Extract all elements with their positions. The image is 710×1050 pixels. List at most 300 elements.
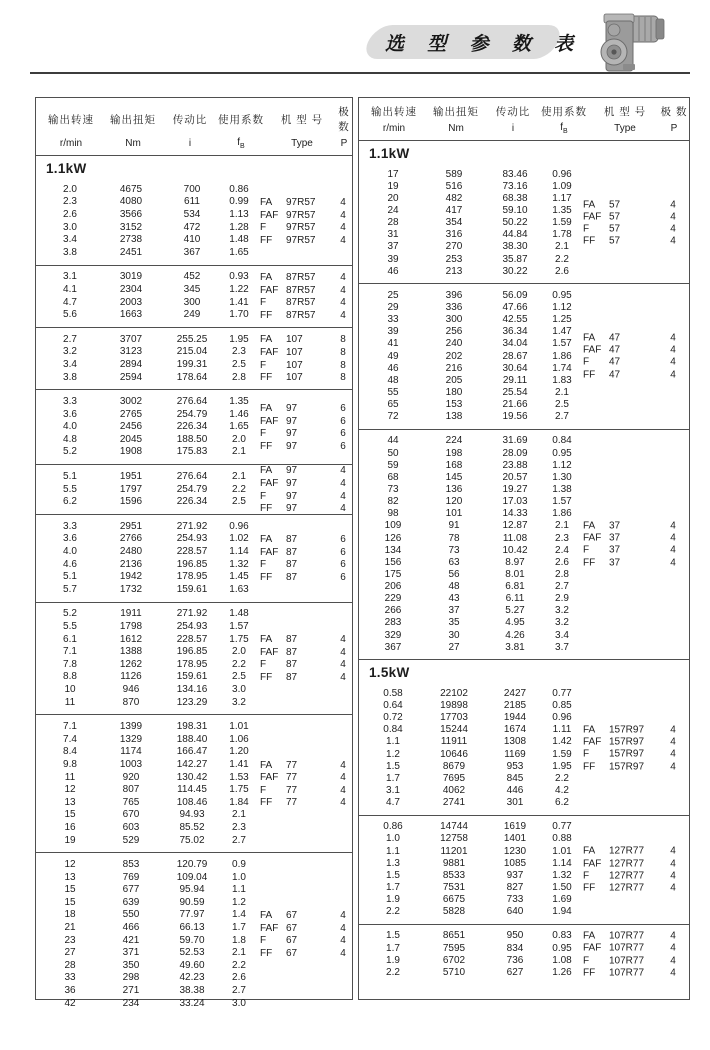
cell-factor: 6.2 [555, 797, 569, 809]
header-units-row [36, 137, 352, 150]
cell-ratio: 8.97 [505, 556, 525, 568]
type-column [260, 402, 348, 452]
cell-torque: 1399 [119, 721, 143, 733]
cell-torque: 1663 [119, 309, 143, 321]
col-factor-unit: $f_B$ [237, 137, 245, 150]
type-model: 87 [286, 571, 298, 583]
cell-speed: 1.5 [386, 930, 400, 942]
cell-factor: 1.65 [229, 421, 249, 433]
type-model: 57 [609, 199, 621, 211]
cell-torque: 589 [445, 168, 463, 180]
col-torque-label: 输出扭矩 [110, 113, 156, 126]
cell-ratio: 1401 [503, 833, 527, 845]
cell-factor: 2.1 [555, 386, 569, 398]
cell-poles: 4 [670, 858, 676, 870]
type-model: 77 [286, 784, 298, 796]
cell-torque: 14744 [440, 821, 468, 833]
type-model: 37 [609, 557, 621, 569]
cell-factor: 2.2 [232, 658, 246, 670]
cell-torque: 350 [122, 959, 140, 971]
type-prefix: F [260, 359, 267, 371]
type-row [260, 934, 348, 947]
cell-factor: 1.57 [552, 338, 572, 350]
table-row [359, 593, 689, 605]
type-row [583, 761, 685, 773]
type-model: 97R57 [286, 234, 316, 246]
type-row [583, 545, 685, 557]
ratio-block [359, 163, 689, 283]
cell-ratio: 215.04 [176, 346, 208, 358]
table-row [359, 459, 689, 471]
cell-speed: 6.1 [63, 633, 77, 645]
type-row [260, 947, 348, 960]
cell-speed: 28 [64, 959, 76, 971]
cell-ratio: 367 [183, 246, 201, 258]
cell-ratio: 1944 [503, 712, 527, 724]
cell-speed: 1.1 [386, 845, 400, 857]
type-row [260, 359, 348, 372]
type-model: 67 [286, 935, 298, 947]
cell-torque: 271 [122, 985, 140, 997]
type-column [583, 332, 685, 381]
cell-poles: 4 [670, 357, 676, 369]
cell-speed: 2.2 [386, 906, 400, 918]
ratio-block [36, 464, 352, 514]
cell-factor: 2.5 [232, 496, 246, 508]
cell-speed: 329 [384, 629, 402, 641]
type-row [260, 346, 348, 359]
page-title: 选 型 参 数 表 [385, 34, 583, 55]
cell-torque: 4080 [119, 196, 143, 208]
type-prefix: FA [260, 334, 273, 346]
cell-factor: 1.57 [552, 496, 572, 508]
type-prefix: FF [260, 671, 273, 683]
type-prefix: FAF [260, 477, 279, 489]
table-row [359, 411, 689, 423]
cell-torque: 765 [122, 796, 140, 808]
cell-poles: 4 [670, 882, 676, 894]
cell-ratio: 44.84 [502, 229, 528, 241]
cell-ratio: 1674 [503, 724, 527, 736]
type-model: 57 [609, 235, 621, 247]
table-header-right [359, 98, 689, 141]
cell-factor: 1.46 [229, 408, 249, 420]
cell-factor: 1.75 [229, 633, 249, 645]
cell-poles: 4 [670, 211, 676, 223]
cell-ratio: 178.95 [176, 571, 208, 583]
type-prefix: FA [260, 465, 273, 477]
cell-ratio: 226.34 [176, 421, 208, 433]
cell-speed: 68 [387, 471, 399, 483]
ratio-block [359, 429, 689, 660]
cell-ratio: 95.94 [179, 884, 205, 896]
type-model: 107 [286, 372, 303, 384]
table-row [359, 797, 689, 809]
type-model: 87 [286, 671, 298, 683]
cell-speed: 4.7 [63, 296, 77, 308]
cell-factor: 1.70 [229, 309, 249, 321]
type-model: 157R97 [609, 724, 645, 736]
type-model: 87 [286, 546, 298, 558]
cell-poles: 4 [340, 935, 346, 947]
type-column [583, 520, 685, 569]
ratio-block [36, 178, 352, 265]
cell-ratio: 28.67 [502, 350, 528, 362]
cell-poles: 4 [340, 284, 346, 296]
type-row [260, 671, 348, 684]
cell-speed: 41 [387, 338, 399, 350]
cell-factor: 3.7 [555, 641, 569, 653]
cell-speed: 1.9 [386, 894, 400, 906]
cell-factor: 1.13 [229, 208, 249, 220]
cell-torque: 213 [445, 265, 463, 277]
cell-poles: 8 [340, 359, 346, 371]
cell-torque: 3566 [119, 208, 143, 220]
type-column [583, 724, 685, 773]
type-prefix: FF [583, 557, 596, 569]
cell-speed: 134 [384, 544, 402, 556]
cell-torque: 10646 [440, 748, 468, 760]
cell-poles: 4 [670, 967, 676, 979]
cell-factor: 1.50 [552, 882, 572, 894]
type-model: 97R57 [286, 209, 316, 221]
cell-torque: 421 [122, 934, 140, 946]
cell-torque: 63 [448, 556, 460, 568]
cell-factor: 2.8 [232, 371, 246, 383]
type-prefix: F [260, 428, 267, 440]
cell-ratio: 8.01 [505, 568, 525, 580]
type-model: 67 [286, 909, 298, 921]
cell-poles: 8 [340, 334, 346, 346]
type-model: 47 [609, 332, 621, 344]
type-row [260, 296, 348, 309]
cell-torque: 256 [445, 326, 463, 338]
cell-speed: 72 [387, 411, 399, 423]
type-row [583, 882, 685, 894]
cell-speed: 2.7 [63, 333, 77, 345]
type-model: 97 [286, 477, 298, 489]
cell-ratio: 188.50 [176, 433, 208, 445]
cell-poles: 6 [340, 533, 346, 545]
type-row [583, 557, 685, 569]
cell-torque: 3002 [119, 396, 143, 408]
cell-factor: 2.2 [555, 253, 569, 265]
type-prefix: F [260, 935, 267, 947]
cell-poles: 4 [340, 490, 346, 502]
type-row [260, 309, 348, 322]
cell-torque: 677 [122, 884, 140, 896]
type-column [260, 533, 348, 583]
type-model: 87R57 [286, 297, 316, 309]
type-row [260, 284, 348, 297]
ratio-block [359, 283, 689, 429]
cell-factor: 2.7 [232, 985, 246, 997]
cell-ratio: 6.81 [505, 581, 525, 593]
cell-factor: 1.14 [229, 546, 249, 558]
type-prefix: FAF [260, 346, 279, 358]
cell-torque: 1003 [119, 758, 143, 770]
cell-poles: 4 [670, 955, 676, 967]
cell-ratio: 59.70 [179, 934, 205, 946]
type-row [583, 520, 685, 532]
table-row [359, 687, 689, 699]
cell-torque: 1911 [120, 608, 142, 620]
type-prefix: FAF [583, 736, 602, 748]
type-prefix: FF [260, 309, 273, 321]
cell-speed: 59 [387, 459, 399, 471]
cell-ratio: 827 [506, 882, 524, 894]
table-row [359, 508, 689, 520]
cell-ratio: 19.56 [502, 411, 528, 423]
cell-factor: 2.1 [232, 471, 246, 483]
cell-ratio: 28.09 [502, 447, 528, 459]
type-prefix: FAF [260, 546, 279, 558]
cell-torque: 1797 [119, 483, 143, 495]
cell-speed: 65 [387, 399, 399, 411]
type-prefix: F [260, 222, 267, 234]
cell-poles: 4 [340, 209, 346, 221]
cell-speed: 15 [64, 809, 76, 821]
type-prefix: F [583, 357, 590, 369]
type-model: 77 [286, 759, 298, 771]
type-row [583, 870, 685, 882]
table-row [359, 265, 689, 277]
cell-poles: 4 [670, 520, 676, 532]
type-row [260, 427, 348, 440]
type-model: 127R77 [609, 858, 645, 870]
cell-ratio: 410 [183, 234, 201, 246]
header-labels-row [359, 104, 689, 119]
cell-ratio: 950 [506, 930, 524, 942]
type-row [583, 223, 685, 235]
type-row [260, 533, 348, 546]
cell-factor: 1.35 [552, 204, 572, 216]
table-row [36, 746, 352, 759]
type-prefix: FF [260, 503, 273, 515]
type-prefix: FAF [260, 284, 279, 296]
cell-ratio: 14.33 [502, 508, 528, 520]
cell-torque: 3019 [119, 271, 143, 283]
cell-torque: 1798 [119, 621, 143, 633]
cell-speed: 50 [387, 447, 399, 459]
col-factor-label: 使用系数 [218, 113, 264, 126]
cell-ratio: 254.79 [176, 483, 208, 495]
cell-ratio: 611 [184, 196, 200, 208]
type-prefix: FA [583, 199, 596, 211]
cell-torque: 8651 [442, 930, 466, 942]
cell-factor: 2.3 [232, 821, 246, 833]
cell-poles: 4 [340, 503, 346, 515]
table-row [359, 712, 689, 724]
type-row [260, 922, 348, 935]
cell-torque: 316 [445, 229, 463, 241]
cell-torque: 136 [445, 483, 463, 495]
cell-factor: 1.38 [552, 483, 572, 495]
cell-ratio: 736 [506, 954, 524, 966]
type-row [260, 371, 348, 384]
table-row [359, 471, 689, 483]
cell-factor: 2.1 [232, 809, 246, 821]
type-prefix: F [583, 749, 590, 761]
parameter-table-right [358, 97, 690, 1000]
cell-poles: 4 [670, 724, 676, 736]
table-row [359, 386, 689, 398]
cell-factor: 3.2 [232, 696, 246, 708]
power-section [359, 659, 689, 984]
cell-speed: 8.4 [63, 746, 77, 758]
cell-factor: 0.95 [552, 942, 572, 954]
cell-poles: 4 [670, 223, 676, 235]
cell-torque: 153 [445, 399, 463, 411]
cell-ratio: 1169 [504, 748, 526, 760]
col-speed-unit: r/min [59, 138, 83, 149]
cell-speed: 283 [384, 617, 402, 629]
cell-poles: 4 [670, 761, 676, 773]
type-prefix: F [260, 559, 267, 571]
cell-ratio: 12.87 [502, 520, 528, 532]
cell-torque: 870 [122, 696, 140, 708]
table-row [359, 581, 689, 593]
cell-speed: 55 [387, 386, 399, 398]
table-row [359, 314, 689, 326]
table-row [359, 253, 689, 265]
cell-speed: 3.4 [63, 358, 77, 370]
cell-torque: 15244 [440, 724, 468, 736]
cell-ratio: 49.60 [179, 959, 205, 971]
cell-speed: 3.2 [63, 346, 77, 358]
cell-factor: 3.2 [555, 605, 569, 617]
cell-torque: 3152 [119, 221, 143, 233]
cell-ratio: 534 [183, 208, 201, 220]
cell-poles: 4 [340, 297, 346, 309]
col-ratio-unit: i [188, 138, 192, 149]
cell-torque: 270 [445, 241, 463, 253]
cell-poles: 4 [340, 671, 346, 683]
cell-factor: 0.99 [229, 196, 249, 208]
cell-speed: 1.1 [386, 736, 400, 748]
cell-ratio: 446 [506, 785, 524, 797]
cell-torque: 205 [445, 374, 463, 386]
type-prefix: FA [583, 846, 596, 858]
type-row [583, 749, 685, 761]
cell-ratio: 23.88 [502, 459, 528, 471]
table-row [36, 809, 352, 822]
cell-poles: 4 [670, 870, 676, 882]
cell-poles: 4 [340, 922, 346, 934]
cell-ratio: 52.53 [179, 947, 205, 959]
cell-poles: 4 [670, 369, 676, 381]
cell-factor: 1.25 [552, 314, 572, 326]
table-row [359, 180, 689, 192]
cell-ratio: 33.24 [179, 997, 205, 1009]
cell-torque: 1951 [119, 471, 143, 483]
cell-speed: 206 [384, 581, 402, 593]
header-units-row [359, 122, 689, 135]
cell-factor: 1.86 [552, 508, 572, 520]
power-section [359, 141, 689, 659]
cell-factor: 0.96 [229, 520, 249, 532]
cell-factor: 1.14 [552, 857, 572, 869]
type-column [260, 271, 348, 321]
type-model: 87 [286, 646, 298, 658]
cell-factor: 1.65 [229, 246, 249, 258]
type-row [583, 846, 685, 858]
cell-ratio: 271.92 [176, 520, 208, 532]
cell-factor: 1.32 [552, 869, 572, 881]
type-prefix: FF [260, 372, 273, 384]
cell-speed: 5.7 [63, 583, 77, 595]
cell-poles: 4 [670, 199, 676, 211]
type-row [260, 558, 348, 571]
type-model: 97R57 [286, 222, 316, 234]
type-row [583, 967, 685, 979]
parameter-table-left [35, 97, 353, 1009]
type-model: 67 [286, 947, 298, 959]
col-torque-unit: Nm [448, 123, 464, 134]
cell-speed: 5.2 [63, 446, 77, 458]
cell-speed: 7.4 [63, 733, 77, 745]
cell-speed: 15 [64, 884, 76, 896]
cell-ratio: 1308 [503, 736, 527, 748]
cell-ratio: 276.64 [176, 471, 208, 483]
type-model: 107R77 [609, 930, 645, 942]
section-label: 1.1kW [46, 161, 87, 176]
cell-poles: 4 [340, 784, 346, 796]
cell-ratio: 1085 [503, 857, 527, 869]
type-prefix: FA [260, 909, 273, 921]
cell-speed: 4.0 [63, 421, 77, 433]
cell-ratio: 937 [506, 869, 524, 881]
tables-area [35, 97, 690, 1009]
cell-poles: 4 [340, 646, 346, 658]
type-row [260, 571, 348, 584]
cell-speed: 12 [64, 784, 76, 796]
cell-ratio: 345 [183, 283, 201, 295]
cell-ratio: 94.93 [179, 809, 205, 821]
cell-factor: 1.95 [229, 333, 249, 345]
cell-ratio: 19.27 [502, 483, 528, 495]
table-row [359, 435, 689, 447]
cell-factor: 1.94 [552, 906, 572, 918]
cell-speed: 229 [384, 593, 402, 605]
table-row [36, 858, 352, 871]
cell-poles: 4 [340, 309, 346, 321]
cell-torque: 11201 [440, 845, 468, 857]
cell-factor: 2.0 [232, 433, 246, 445]
col-type-unit: Type [291, 138, 313, 149]
cell-torque: 7695 [442, 772, 466, 784]
type-row [583, 357, 685, 369]
cell-ratio: 30.22 [502, 265, 528, 277]
cell-speed: 4.8 [63, 433, 77, 445]
cell-factor: 0.86 [229, 183, 249, 195]
cell-poles: 4 [340, 477, 346, 489]
type-row [583, 736, 685, 748]
type-row [260, 646, 348, 659]
cell-speed: 33 [387, 314, 399, 326]
type-model: 97 [286, 440, 298, 452]
table-row [36, 896, 352, 909]
type-prefix: FAF [583, 943, 602, 955]
type-model: 57 [609, 211, 621, 223]
cell-poles: 4 [340, 234, 346, 246]
col-type-label: 机 型 号 [280, 113, 324, 126]
table-row [36, 620, 352, 633]
col-poles-label: 极 数 [338, 106, 350, 133]
cell-speed: 7.1 [63, 721, 77, 733]
cell-poles: 6 [340, 559, 346, 571]
table-body-right [359, 141, 689, 999]
